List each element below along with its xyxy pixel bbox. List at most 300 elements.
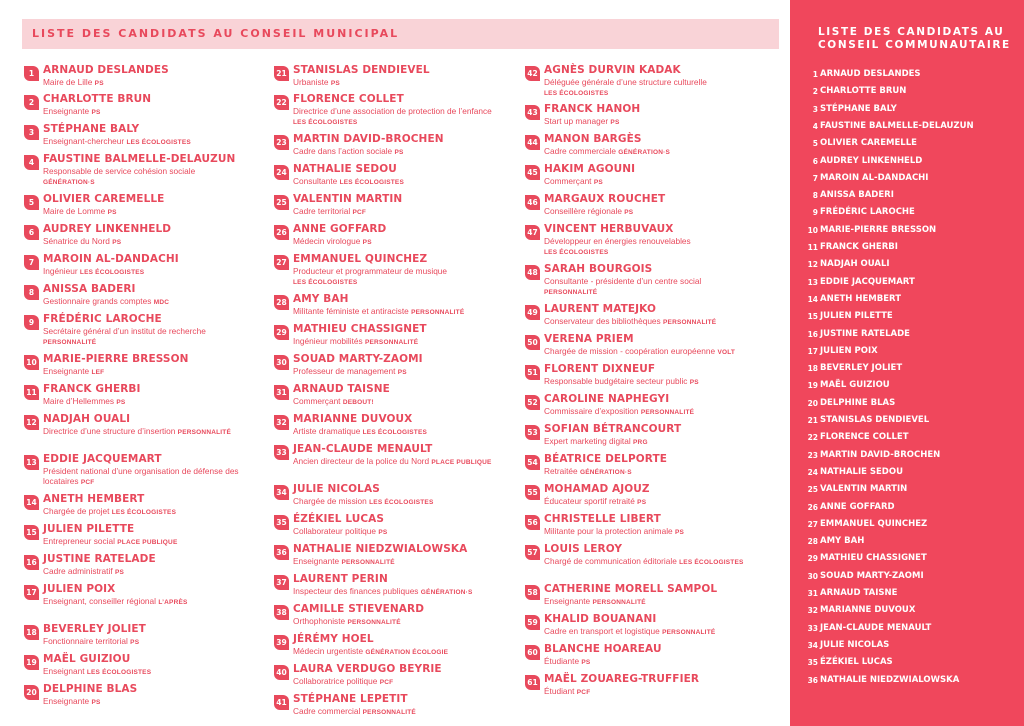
- candidate-party: PCF: [379, 679, 394, 686]
- candidate-description: [43, 636, 248, 648]
- communautaire-number: 10: [807, 225, 818, 235]
- communautaire-number: 28: [807, 537, 818, 547]
- candidate-number-badge: 60: [525, 645, 540, 660]
- communautaire-number: 3: [812, 104, 818, 114]
- communautaire-number: 36: [807, 675, 818, 685]
- communautaire-number: 13: [807, 277, 818, 287]
- candidate-number-badge: 24: [274, 165, 289, 180]
- candidate-number-badge: 19: [24, 655, 39, 670]
- candidate-number-badge: 59: [525, 615, 540, 630]
- communautaire-name: FRÉDÉRIC LAROCHE: [820, 207, 915, 218]
- communautaire-number: 24: [807, 467, 818, 477]
- candidate-name: FAUSTINE BALMELLE-DELAUZUN: [43, 153, 236, 165]
- candidate-number-badge: 41: [274, 695, 289, 710]
- candidate-party: PS: [112, 239, 122, 246]
- candidate-number-badge: 25: [274, 195, 289, 210]
- candidate-role: Développeur en énergies renouvelables: [544, 236, 691, 246]
- candidate-party: DEBOUT!: [342, 399, 374, 406]
- candidate-description: [293, 676, 498, 688]
- candidate-description: [293, 77, 498, 89]
- communautaire-entry: [790, 481, 1024, 498]
- communautaire-name: NADJAH OUALI: [820, 259, 890, 270]
- communautaire-entry: [790, 187, 1024, 204]
- candidate-party: LES ÉCOLOGISTES: [362, 429, 428, 436]
- candidate-description: [544, 176, 749, 188]
- communautaire-name: BEVERLEY JOLIET: [820, 363, 903, 374]
- candidate-number-badge: 8: [24, 285, 39, 300]
- candidate-number-badge: 53: [525, 425, 540, 440]
- candidate-role: Start up manager: [544, 116, 609, 126]
- communautaire-entry: [790, 602, 1024, 619]
- candidate-party: PS: [94, 80, 104, 87]
- communautaire-name: ÉZÉKIEL LUCAS: [820, 657, 893, 668]
- candidate-number-badge: 61: [525, 675, 540, 690]
- communautaire-name: STANISLAS DENDIEVEL: [820, 415, 930, 425]
- communautaire-entry: [790, 637, 1024, 654]
- candidate-name: AUDREY LINKENHELD: [43, 223, 172, 235]
- candidate-role: Militante pour la protection animale: [544, 526, 673, 536]
- communautaire-name: NATHALIE SEDOU: [820, 466, 903, 477]
- candidate-party: GÉNÉRATION ÉCOLOGIE: [365, 649, 449, 656]
- candidate-description: [43, 566, 248, 578]
- communautaire-entry: [790, 360, 1024, 377]
- candidate-number-badge: 22: [274, 95, 289, 110]
- candidate-description: [43, 136, 248, 148]
- communautaire-name: ANISSA BADERI: [820, 190, 894, 201]
- communautaire-number: 15: [807, 312, 818, 322]
- communautaire-number: 31: [807, 589, 818, 598]
- candidate-role: Cadre dans l’action sociale: [293, 146, 393, 156]
- candidate-role: Commissaire d’exposition: [544, 406, 639, 416]
- candidate-name: LAURENT PERIN: [293, 573, 388, 585]
- communautaire-number: 23: [807, 450, 818, 460]
- candidate-name: ANISSA BADERI: [43, 283, 136, 295]
- candidate-party: LES ÉCOLOGISTES: [79, 269, 145, 276]
- candidate-number-badge: 16: [24, 555, 39, 570]
- candidate-role: Maire d’Hellemmes: [43, 396, 115, 406]
- communautaire-name: ARNAUD DESLANDES: [820, 69, 921, 79]
- candidate-party: PS: [378, 529, 388, 536]
- candidate-name: MAËL ZOUAREG-TRUFFIER: [544, 673, 700, 685]
- candidate-role: Entrepreneur social: [43, 536, 115, 546]
- candidate-party: LES ÉCOLOGISTES: [544, 249, 609, 257]
- candidate-number-badge: 7: [24, 255, 39, 270]
- candidate-description: [43, 236, 248, 248]
- candidate-party: PERSONNALITÉ: [177, 429, 231, 436]
- candidate-party: GÉNÉRATION·S: [579, 469, 632, 476]
- candidate-name: KHALID BOUANANI: [544, 613, 657, 625]
- candidate-name: EDDIE JACQUEMART: [43, 453, 162, 465]
- candidate-party: PERSONNALITÉ: [544, 289, 598, 297]
- candidate-party: PERSONNALITÉ: [364, 339, 419, 346]
- candidate-description: [544, 526, 749, 538]
- communautaire-name: EMMANUEL QUINCHEZ: [820, 518, 928, 529]
- communautaire-entry: [790, 672, 1024, 689]
- candidate-role: Médecin urgentiste: [293, 646, 364, 656]
- candidate-role: Expert marketing digital: [544, 436, 631, 446]
- candidate-role: Artiste dramatique: [293, 426, 361, 436]
- candidate-description: [544, 656, 749, 668]
- candidate-party: LES ÉCOLOGISTES: [544, 90, 609, 98]
- candidate-role: Chargé de communication éditoriale: [544, 556, 677, 566]
- communautaire-entry: [790, 222, 1024, 239]
- candidate-description: [293, 526, 498, 538]
- candidate-role: Consultante - présidente d’un centre social: [544, 276, 702, 286]
- candidate-party: GÉNÉRATION·S: [420, 589, 473, 596]
- candidate-role: Directrice d’une structure d’insertion: [43, 426, 176, 436]
- communautaire-name: EDDIE JACQUEMART: [820, 276, 915, 287]
- candidate-party: PS: [130, 639, 140, 646]
- communautaire-entry: [790, 343, 1024, 360]
- candidate-role: Éducateur sportif retraité: [544, 496, 635, 506]
- candidate-party: PLACE PUBLIQUE: [117, 539, 178, 546]
- candidate-description: [544, 496, 749, 508]
- candidate-description: [293, 586, 498, 598]
- candidate-name: OLIVIER CAREMELLE: [43, 193, 165, 205]
- communautaire-entry: [790, 170, 1024, 187]
- candidate-party: PERSONNALITÉ: [662, 629, 716, 636]
- candidate-party: MDC: [153, 299, 170, 306]
- communautaire-name: AUDREY LINKENHELD: [820, 155, 923, 166]
- candidate-name: CHARLOTTE BRUN: [43, 93, 152, 105]
- candidate-description: [43, 266, 248, 278]
- candidate-description: [544, 236, 749, 258]
- candidate-name: EMMANUEL QUINCHEZ: [293, 253, 428, 265]
- candidate-name: FRÉDÉRIC LAROCHE: [43, 313, 162, 325]
- candidate-role: Enseignant-chercheur: [43, 136, 125, 146]
- candidate-number-badge: 36: [274, 545, 289, 560]
- candidate-party: PRG: [633, 439, 648, 446]
- candidate-party: L’APRÈS: [158, 599, 188, 606]
- communautaire-entry: [790, 204, 1024, 221]
- candidate-name: ANNE GOFFARD: [293, 223, 387, 235]
- candidate-party: LEF: [91, 369, 105, 376]
- candidate-number-badge: 15: [24, 525, 39, 540]
- candidate-name: ARNAUD DESLANDES: [43, 64, 169, 76]
- candidate-description: [43, 506, 248, 518]
- candidate-name: BEVERLEY JOLIET: [43, 623, 146, 635]
- candidate-number-badge: 18: [24, 625, 39, 640]
- candidate-name: JULIEN POIX: [43, 583, 116, 595]
- candidate-role: Producteur et programmateur de musique: [293, 266, 448, 276]
- communautaire-number: 22: [807, 433, 818, 443]
- candidate-name: NATHALIE NIEDZWIALOWSKA: [293, 543, 468, 555]
- candidate-name: MARTIN DAVID-BROCHEN: [293, 133, 444, 145]
- communautaire-entry: [790, 654, 1024, 671]
- candidate-role: Responsable de service cohésion sociale: [43, 166, 196, 176]
- candidate-description: [544, 346, 749, 358]
- communautaire-name: MARTIN DAVID-BROCHEN: [820, 449, 941, 460]
- candidate-number-badge: 57: [525, 545, 540, 560]
- candidate-name: VERENA PRIEM: [544, 333, 634, 345]
- candidate-description: [293, 426, 498, 438]
- communautaire-number: 33: [807, 623, 818, 633]
- candidate-number-badge: 46: [525, 195, 540, 210]
- candidate-number-badge: 27: [274, 255, 289, 270]
- candidate-description: [544, 316, 749, 328]
- candidate-description: [43, 696, 248, 708]
- candidate-role: Ancien directeur de la police du Nord: [293, 456, 430, 466]
- communautaire-number: 30: [807, 571, 818, 581]
- candidate-role: Étudiante: [544, 656, 580, 666]
- communautaire-entry: [790, 256, 1024, 273]
- candidate-name: JULIEN PILETTE: [43, 523, 135, 535]
- communautaire-entry: [790, 239, 1024, 256]
- candidate-party: PS: [394, 149, 404, 156]
- candidate-number-badge: 5: [24, 195, 39, 210]
- candidate-role: Sénatrice du Nord: [43, 236, 110, 246]
- communautaire-name: FAUSTINE BALMELLE-DELAUZUN: [820, 120, 974, 131]
- candidate-role: Enseignante: [43, 106, 90, 116]
- candidate-description: [43, 166, 248, 188]
- candidate-party: PS: [593, 179, 603, 186]
- communautaire-number: 4: [812, 121, 818, 131]
- candidate-description: [544, 406, 749, 418]
- communautaire-name: JULIEN POIX: [820, 345, 878, 356]
- candidate-party: PCF: [576, 689, 591, 696]
- candidate-role: Médecin virologue: [293, 236, 361, 246]
- candidate-role: Urbaniste: [293, 77, 329, 87]
- candidate-party: VOLT: [717, 349, 736, 356]
- communautaire-entry: [790, 533, 1024, 550]
- candidate-number-badge: 47: [525, 225, 540, 240]
- candidate-role: Directrice d’une association de protection de l’enfance: [293, 106, 492, 116]
- candidate-number-badge: 23: [274, 135, 289, 150]
- candidate-description: [544, 686, 749, 698]
- candidate-description: [544, 466, 749, 478]
- candidate-description: [43, 666, 248, 678]
- candidate-role: Commerçant: [544, 176, 592, 186]
- candidate-name: SARAH BOURGOIS: [544, 263, 653, 275]
- candidate-name: NADJAH OUALI: [43, 413, 131, 425]
- candidate-description: [293, 496, 498, 508]
- candidate-role: Enseignante: [43, 366, 90, 376]
- candidate-name: JULIE NICOLAS: [293, 483, 380, 495]
- candidate-description: [293, 176, 498, 188]
- communautaire-name: MARIE-PIERRE BRESSON: [820, 224, 937, 235]
- candidate-party: LES ÉCOLOGISTES: [339, 179, 404, 186]
- candidate-number-badge: 37: [274, 575, 289, 590]
- communautaire-entry: [790, 550, 1024, 567]
- communautaire-name: FRANCK GHERBI: [820, 242, 898, 252]
- communautaire-name: MAËL GUIZIOU: [820, 380, 890, 391]
- communautaire-entry: [790, 620, 1024, 637]
- candidate-description: [544, 626, 749, 638]
- communautaire-number: 5: [812, 139, 818, 149]
- communautaire-name: SOUAD MARTY-ZAOMI: [820, 570, 924, 581]
- candidate-description: [293, 366, 498, 378]
- communautaire-entry: [790, 153, 1024, 170]
- communautaire-number: 17: [807, 346, 818, 356]
- candidate-name: ÉZÉKIEL LUCAS: [293, 513, 385, 525]
- candidate-description: [43, 296, 248, 308]
- candidate-party: GÉNÉRATION·S: [618, 149, 671, 156]
- communautaire-name: MATHIEU CHASSIGNET: [820, 553, 927, 564]
- communautaire-entry: [790, 464, 1024, 481]
- candidate-name: CHRISTELLE LIBERT: [544, 513, 661, 525]
- candidate-number-badge: 20: [24, 685, 39, 700]
- candidate-number-badge: 12: [24, 415, 39, 430]
- candidate-name: VINCENT HERBUVAUX: [544, 223, 674, 235]
- candidate-description: [43, 536, 248, 548]
- candidate-name: HAKIM AGOUNI: [544, 163, 636, 175]
- candidate-description: [544, 206, 749, 218]
- candidate-party: PS: [637, 499, 647, 506]
- candidate-number-badge: 9: [24, 315, 39, 330]
- candidate-role: Secrétaire général d’un institut de recherche: [43, 326, 206, 336]
- candidate-name: ARNAUD TAISNE: [293, 383, 390, 395]
- candidate-name: JEAN-CLAUDE MENAULT: [293, 443, 433, 455]
- candidate-name: LAURENT MATEJKO: [544, 303, 656, 315]
- communautaire-number: 8: [812, 191, 818, 201]
- communautaire-name: MAROIN AL-DANDACHI: [820, 172, 929, 183]
- candidate-description: [293, 646, 498, 658]
- candidate-role: Fonctionnaire territorial: [43, 636, 128, 646]
- candidate-number-badge: 14: [24, 495, 39, 510]
- candidate-number-badge: 33: [274, 445, 289, 460]
- candidate-description: [544, 596, 749, 608]
- candidate-description: [293, 456, 498, 468]
- candidate-party: PS: [581, 659, 591, 666]
- candidate-number-badge: 50: [525, 335, 540, 350]
- candidate-party: PERSONNALITÉ: [341, 559, 395, 566]
- candidate-name: NATHALIE SEDOU: [293, 163, 397, 175]
- candidate-description: [43, 426, 248, 438]
- candidate-number-badge: 39: [274, 635, 289, 650]
- candidate-name: MAROIN AL-DANDACHI: [43, 253, 179, 265]
- candidate-role: Collaboratrice politique: [293, 676, 378, 686]
- candidate-role: Déléguée générale d’une structure culturelle: [544, 77, 707, 87]
- candidate-role: Enseignante: [544, 596, 591, 606]
- candidate-name: SOUAD MARTY-ZAOMI: [293, 353, 423, 365]
- communautaire-entry: [790, 135, 1024, 152]
- candidate-role: Militante féministe et antiraciste: [293, 306, 409, 316]
- candidate-number-badge: 28: [274, 295, 289, 310]
- candidate-name: MANON BARGÈS: [544, 133, 642, 145]
- communautaire-entry: [790, 447, 1024, 464]
- communautaire-number: 14: [807, 294, 818, 304]
- communautaire-entry: [790, 412, 1024, 429]
- candidate-role: Maire de Lille: [43, 77, 93, 87]
- candidate-number-badge: 34: [274, 485, 289, 500]
- candidate-description: [43, 206, 248, 218]
- candidate-number-badge: 43: [525, 105, 540, 120]
- communautaire-entry: [790, 83, 1024, 100]
- candidate-name: DELPHINE BLAS: [43, 683, 138, 695]
- candidate-role: Conseillère régionale: [544, 206, 622, 216]
- candidate-party: PERSONNALITÉ: [411, 309, 465, 316]
- candidate-role: Chargée de mission: [293, 496, 367, 506]
- candidate-number-badge: 42: [525, 66, 540, 81]
- communautaire-name: STÉPHANE BALY: [820, 103, 897, 114]
- candidate-number-badge: 29: [274, 325, 289, 340]
- communautaire-number: 21: [807, 416, 818, 425]
- communautaire-number: 1: [812, 70, 818, 79]
- candidate-party: PCF: [80, 479, 95, 487]
- communautaire-name: VALENTIN MARTIN: [820, 484, 908, 495]
- candidate-number-badge: 35: [274, 515, 289, 530]
- candidate-number-badge: 58: [525, 585, 540, 600]
- candidate-name: LOUIS LEROY: [544, 543, 623, 555]
- candidate-role: Étudiant: [544, 686, 575, 696]
- communautaire-entry: [790, 585, 1024, 602]
- communautaire-number: 2: [812, 87, 818, 97]
- candidate-name: BÉATRICE DELPORTE: [544, 453, 668, 465]
- candidate-party: PS: [397, 369, 407, 376]
- candidate-number-badge: 31: [274, 385, 289, 400]
- communautaire-number: 7: [812, 173, 818, 183]
- candidate-description: [293, 106, 498, 128]
- candidate-number-badge: 2: [24, 95, 39, 110]
- candidate-number-badge: 52: [525, 395, 540, 410]
- candidate-party: PS: [91, 699, 101, 706]
- candidate-number-badge: 26: [274, 225, 289, 240]
- candidate-party: PLACE PUBLIQUE: [431, 459, 492, 466]
- communautaire-entry: [790, 101, 1024, 118]
- candidate-name: CATHERINE MORELL SAMPOL: [544, 583, 718, 595]
- candidate-role: Enseignante: [293, 556, 340, 566]
- candidate-name: STÉPHANE BALY: [43, 123, 140, 135]
- candidate-number-badge: 6: [24, 225, 39, 240]
- communautaire-name: ARNAUD TAISNE: [820, 588, 898, 598]
- communautaire-title: LISTE DES CANDIDATS AU CONSEIL COMMUNAUTAIRE: [818, 26, 1011, 51]
- candidate-description: [43, 77, 248, 89]
- communautaire-entry: [790, 66, 1024, 83]
- candidate-number-badge: 51: [525, 365, 540, 380]
- candidate-role: Retraitée: [544, 466, 578, 476]
- candidate-number-badge: 21: [274, 66, 289, 81]
- candidate-number-badge: 54: [525, 455, 540, 470]
- candidate-name: STÉPHANE LEPETIT: [293, 693, 408, 705]
- communautaire-number: 25: [807, 485, 818, 495]
- communautaire-name: FLORENCE COLLET: [820, 432, 909, 443]
- municipal-title: LISTE DES CANDIDATS AU CONSEIL MUNICIPAL: [32, 27, 400, 40]
- candidate-name: MOHAMAD AJOUZ: [544, 483, 650, 495]
- communautaire-number: 20: [807, 398, 818, 408]
- candidate-number-badge: 56: [525, 515, 540, 530]
- communautaire-entry: [790, 326, 1024, 343]
- candidate-role: Chargée de mission - coopération européenne: [544, 346, 716, 356]
- candidate-number-badge: 48: [525, 265, 540, 280]
- candidate-party: LES ÉCOLOGISTES: [679, 559, 744, 566]
- candidate-name: AGNÈS DURVIN KADAK: [544, 64, 681, 76]
- candidate-role: Conservateur des bibliothèques: [544, 316, 661, 326]
- communautaire-number: 19: [807, 381, 818, 391]
- candidate-role: Cadre territorial: [293, 206, 351, 216]
- candidate-number-badge: 49: [525, 305, 540, 320]
- candidate-party: PERSONNALITÉ: [640, 409, 695, 416]
- candidate-description: [544, 276, 749, 298]
- communautaire-name: JUSTINE RATELADE: [820, 328, 910, 339]
- candidate-name: MATHIEU CHASSIGNET: [293, 323, 427, 335]
- candidate-description: [544, 146, 749, 158]
- candidate-name: AMY BAH: [293, 293, 349, 305]
- candidate-number-badge: 32: [274, 415, 289, 430]
- candidate-role: Enseignante: [43, 696, 90, 706]
- candidate-name: MARIANNE DUVOUX: [293, 413, 413, 425]
- communautaire-panel: [790, 0, 1024, 726]
- candidate-description: [544, 556, 749, 568]
- candidate-party: PS: [362, 239, 372, 246]
- candidate-role: Ingénieur mobilités: [293, 336, 363, 346]
- candidate-party: PERSONNALITÉ: [347, 619, 401, 626]
- candidate-role: Commerçant: [293, 396, 341, 406]
- communautaire-name: CHARLOTTE BRUN: [820, 86, 907, 97]
- candidate-number-badge: 13: [24, 455, 39, 470]
- communautaire-name: JULIE NICOLAS: [820, 639, 890, 650]
- communautaire-number: 32: [807, 606, 818, 616]
- communautaire-name: NATHALIE NIEDZWIALOWSKA: [820, 674, 960, 685]
